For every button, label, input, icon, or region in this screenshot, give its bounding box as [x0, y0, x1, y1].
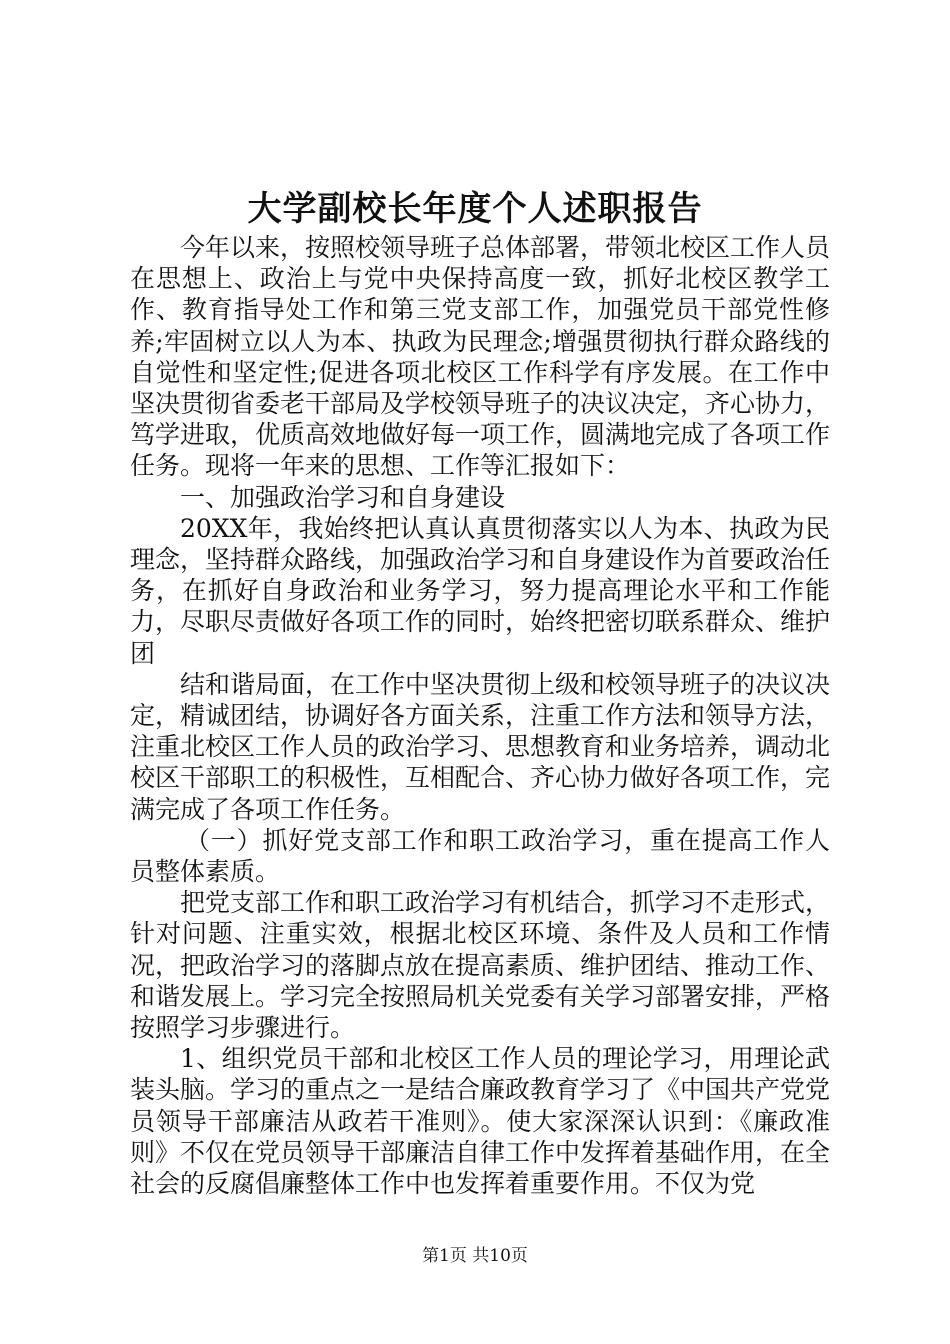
- page-number-footer: 第1页 共10页: [422, 1246, 528, 1266]
- subsection-heading-1: （一）抓好党支部工作和职工政治学习，重在提高工作人员整体素质。: [130, 825, 830, 887]
- paragraph-intro: 今年以来，按照校领导班子总体部署，带领北校区工作人员在思想上、政治上与党中央保持高度一致，抓好北校区教学工作、教育指导处工作和第三党支部工作，加强党员干部党性修养;牢固树立以人为本、执政为民理念;增强贯彻执行群众路线的自觉性和坚定性;促进各项北校区工作科学有序发展。在工作中坚决贯彻省委老干部局及学校领导班子的决议决定，齐心协力，笃学进取，优质高效地做好每一项工作，圆满地完成了各项工作任务。现将一年来的思想、工作等汇报如下：: [130, 233, 831, 481]
- paragraph-section-1: 20XX年，我始终把认真认真贯彻落实以人为本、执政为民理念，坚持群众路线，加强政治学习和自身建设作为首要政治任务，在抓好自身政治和业务学习，努力提高理论水平和工作能力，尽职尽责做好各项工作的同时，始终把密切联系群众、维护团: [130, 513, 831, 668]
- section-heading-1: 一、加强政治学习和自身建设: [180, 482, 506, 512]
- document-title: 大学副校长年度个人述职报告: [247, 189, 703, 229]
- paragraph-item-1: 1、组织党员干部和北校区工作人员的理论学习，用理论武装头脑。学习的重点之一是结合廉政教育学习了《中国共产党党员领导干部廉洁从政若干准则》。使大家深深认识到：《廉政准则》不仅在党员领导干部廉洁自律工作中发挥着基础作用，在全社会的反腐倡廉整体工作中也发挥着重要作用。不仅为党: [130, 1044, 831, 1199]
- paragraph-subsection-1: 把党支部工作和职工政治学习有机结合，抓学习不走形式，针对问题、注重实效，根据北校区环境、条件及人员和工作情况，把政治学习的落脚点放在提高素质、维护团结、推动工作、和谐发展上。学习完全按照局机关党委有关学习部署安排，严格按照学习步骤进行。: [130, 888, 831, 1043]
- document-body: [130, 232, 830, 1199]
- paragraph-section-1-continued: 结和谐局面，在工作中坚决贯彻上级和校领导班子的决议决定，精诚团结，协调好各方面关系，注重工作方法和领导方法，注重北校区工作人员的政治学习、思想教育和业务培养，调动北校区干部职工的积极性，互相配合、齐心协力做好各项工作，完满完成了各项工作任务。: [130, 669, 831, 824]
